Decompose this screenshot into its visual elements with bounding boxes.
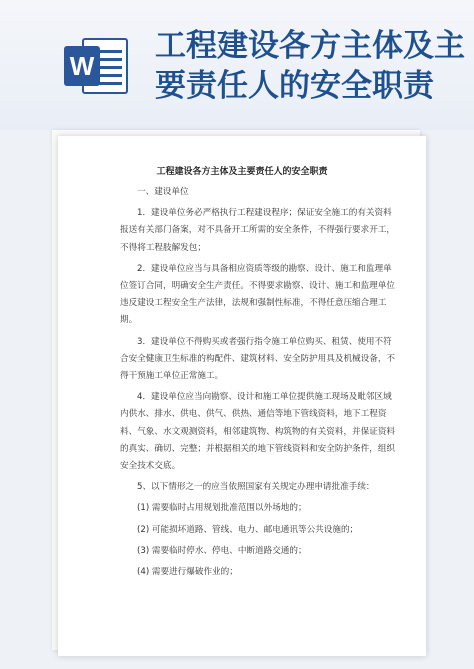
list-item: (1) 需要临时占用规划批准范围以外场地的； xyxy=(137,503,307,514)
paragraph-5: 5、以下情形之一的应当依照国家有关规定办理申请批准手续： xyxy=(137,482,375,493)
paragraph-3: 3．建设单位不得购买或者强行指令施工单位购买、租赁、使用不符合安全健康卫生标准的构配件、建筑材料、安全防护用具及机械设备，不得干预施工单位正常施工。 xyxy=(120,336,396,382)
header-title xyxy=(155,26,474,106)
header-title-text: 工程建设各方主体及主要责任人的安全职责 xyxy=(155,28,465,104)
paragraph-2: 2．建设单位应当与具备相应资质等级的勘察、设计、施工和监理单位签订合同，明确安全生产责任。不得要求勘察、设计、施工和监理单位违反建设工程安全生产法律，法规和强制性标准，不得任意压缩合理工期。 xyxy=(120,263,396,326)
document-title: 工程建设各方主体及主要责任人的安全职责 xyxy=(156,167,328,177)
paragraph-4: 4．建设单位应当向勘察、设计和施工单位提供施工现场及毗邻区域内供水、排水、供电、供气、供热、通信等地下管线资料，地下工程资料、气象、水文观测资料，相邻建筑物、构筑物的有关资料，并保证资料的真实、确切、完整；并根据相关的地下管线资料和安全防护条件，组织安全技术交底。 xyxy=(120,392,396,472)
section-heading: 一、建设单位 xyxy=(137,187,189,197)
word-icon xyxy=(64,34,128,98)
list-item: (3) 需要临时停水、停电、中断道路交通的； xyxy=(137,545,307,556)
document-body xyxy=(120,184,400,585)
paragraph-1: 1．建设单位务必严格执行工程建设程序；保证安全施工的有关资料报送有关部门备案，对不具备开工所需的安全条件，不得强行要求开工，不得将工程肢解发包； xyxy=(120,208,396,253)
word-badge: W xyxy=(64,46,100,86)
document-page xyxy=(58,136,426,656)
list-item: (4) 需要进行爆破作业的； xyxy=(137,567,238,578)
list-item: (2) 可能损坏道路、管线、电力、邮电通讯等公共设施的； xyxy=(137,524,359,535)
